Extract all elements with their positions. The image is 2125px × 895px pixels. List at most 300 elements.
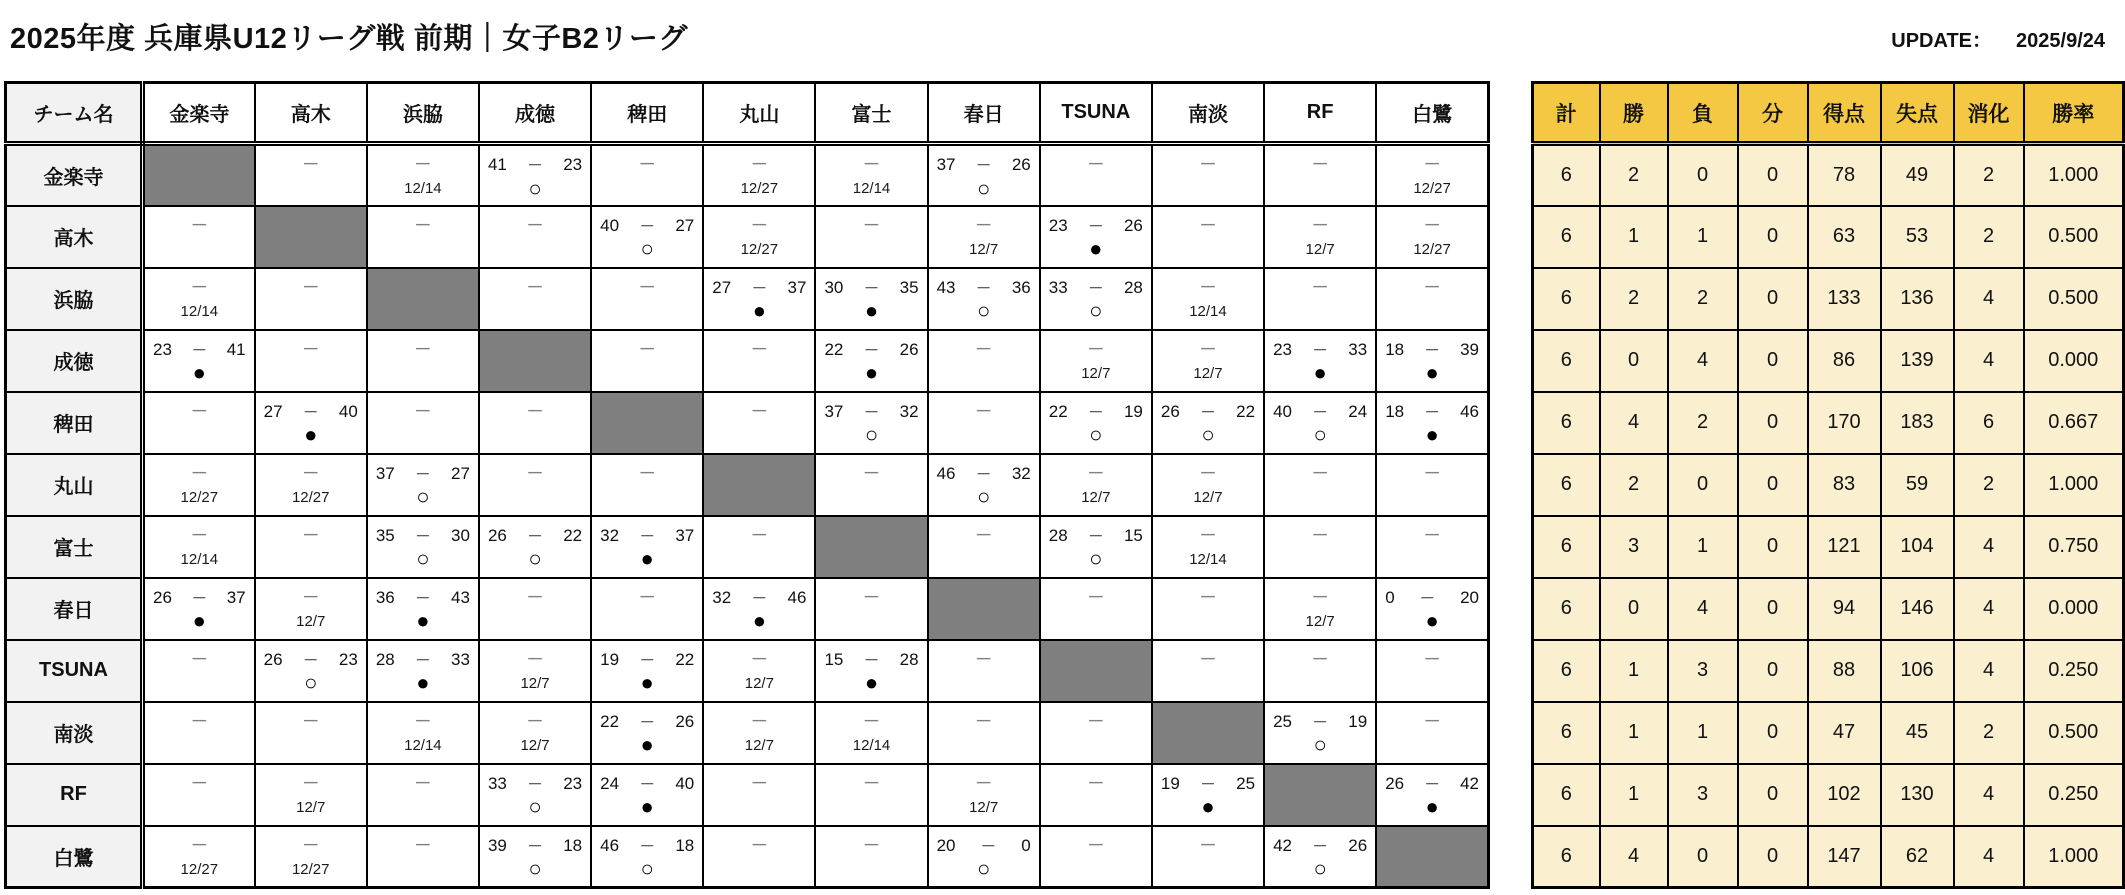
matrix-cell-none	[1376, 268, 1488, 330]
score-for: 33	[487, 773, 507, 793]
mark-line	[1265, 668, 1375, 699]
mark-line	[592, 544, 702, 575]
team-row-header: 高木	[6, 206, 143, 268]
matrix-cell-none	[815, 578, 927, 640]
dash: －	[190, 835, 208, 855]
dash: －	[863, 773, 881, 793]
mark-line	[256, 854, 366, 885]
stats-cell: 6	[1533, 268, 1600, 330]
mark-line	[368, 234, 478, 265]
stats-cell: 1	[1600, 206, 1668, 268]
mark-line	[929, 792, 1039, 823]
team-row-header: 南淡	[6, 702, 143, 764]
dash: －	[750, 649, 768, 669]
matrix-row	[6, 206, 1489, 268]
stats-cell: 88	[1808, 640, 1881, 702]
score-line	[1041, 517, 1151, 544]
matrix-cell-none	[255, 330, 367, 392]
stats-cell: 6	[1533, 144, 1600, 206]
stats-col-header: 得点	[1808, 83, 1881, 144]
mark-line	[145, 544, 254, 575]
dash-line	[145, 641, 254, 668]
score-against: 40	[675, 773, 695, 793]
mark-line	[256, 358, 366, 389]
dash: －	[1311, 525, 1329, 545]
standings-row	[1533, 268, 2124, 330]
matrix-cell-none	[1264, 144, 1376, 206]
score-separator: －	[1312, 403, 1328, 421]
stats-cell: 4	[1954, 826, 2024, 888]
matrix-row	[6, 764, 1489, 826]
stats-cell: 0.750	[2024, 516, 2124, 578]
mark-line	[368, 482, 478, 513]
matrix-cell-scheduled	[1040, 454, 1152, 516]
dash: －	[190, 463, 208, 483]
stats-cell: 121	[1808, 516, 1881, 578]
mark-line	[816, 296, 926, 327]
loss-mark-icon: ●	[304, 422, 318, 447]
score-line	[592, 765, 702, 792]
matrix-cell-scheduled	[1376, 206, 1488, 268]
matrix-cell-result	[591, 640, 703, 702]
matrix-cell-scheduled	[367, 702, 479, 764]
score-against: 33	[451, 649, 470, 669]
win-mark-icon: ○	[977, 856, 991, 881]
score-separator: －	[1424, 775, 1440, 793]
mark-line	[1265, 234, 1375, 265]
dash-line	[480, 579, 590, 606]
stats-cell: 4	[1954, 330, 2024, 392]
matrix-cell-result	[143, 578, 255, 640]
dash-line	[1265, 455, 1375, 482]
score-line	[816, 641, 926, 668]
loss-mark-icon: ●	[752, 298, 766, 323]
mark-line	[480, 173, 590, 204]
loss-mark-icon: ●	[864, 670, 879, 695]
stats-cell: 53	[1881, 206, 1954, 268]
mark-line	[929, 544, 1039, 575]
match-date: 12/7	[744, 736, 774, 754]
mark-line	[145, 358, 254, 389]
stats-cell: 1	[1668, 702, 1738, 764]
matrix-row	[6, 826, 1489, 888]
matrix-row	[6, 640, 1489, 702]
win-mark-icon: ○	[528, 546, 542, 571]
score-separator: －	[976, 279, 992, 297]
dash: －	[1423, 215, 1441, 235]
score-separator: －	[527, 775, 543, 793]
mark-line	[368, 173, 478, 204]
loss-mark-icon: ●	[1089, 236, 1103, 261]
mark-line	[1377, 544, 1487, 575]
dash: －	[750, 773, 768, 793]
score-line	[592, 207, 702, 234]
mark-line	[1377, 730, 1487, 761]
matrix-cell-none	[255, 516, 367, 578]
matrix-cell-scheduled	[255, 454, 367, 516]
mark-line	[1041, 173, 1151, 204]
dash: －	[1199, 215, 1217, 235]
matrix-cell-none	[1152, 578, 1264, 640]
matrix-cell-none	[703, 330, 815, 392]
stats-cell: 170	[1808, 392, 1881, 454]
matrix-cell-none	[479, 454, 591, 516]
score-line	[1377, 579, 1487, 606]
dash: －	[1199, 463, 1217, 483]
matrix-cell-none	[479, 392, 591, 454]
score-separator: －	[976, 465, 992, 483]
match-date: 12/7	[1081, 364, 1111, 382]
mark-line	[816, 792, 926, 823]
score-separator: －	[751, 279, 767, 297]
dash-line	[1265, 207, 1375, 234]
matrix-cell-result	[703, 268, 815, 330]
mark-line	[1041, 482, 1151, 513]
score-line	[1041, 207, 1151, 234]
score-line	[1153, 765, 1263, 792]
stats-cell: 0	[1738, 268, 1808, 330]
matrix-cell-none	[367, 392, 479, 454]
dash: －	[1423, 525, 1441, 545]
score-against: 23	[338, 649, 358, 669]
matrix-cell-result	[815, 392, 927, 454]
dash: －	[1311, 587, 1329, 607]
stats-cell: 4	[1600, 392, 1668, 454]
score-line	[816, 393, 926, 420]
match-date: 12/14	[180, 302, 219, 320]
score-against: 23	[563, 773, 583, 793]
loss-mark-icon: ●	[416, 670, 430, 695]
score-for: 27	[712, 277, 732, 297]
stats-col-header: 消化	[1954, 83, 2024, 144]
stats-col-header: 失点	[1881, 83, 1954, 144]
stats-cell: 1	[1668, 516, 1738, 578]
score-line	[368, 641, 478, 668]
matrix-cell-result	[1040, 206, 1152, 268]
matrix-cell-none	[591, 330, 703, 392]
mark-line	[368, 544, 478, 575]
mark-line	[256, 668, 366, 699]
matrix-cell-none	[255, 268, 367, 330]
score-line	[929, 827, 1039, 854]
score-line	[368, 455, 478, 482]
score-for: 22	[824, 339, 844, 359]
dash-line	[145, 517, 254, 544]
dash-line	[704, 827, 814, 854]
stats-cell: 1.000	[2024, 144, 2124, 206]
win-mark-icon: ○	[416, 484, 430, 509]
matrix-cell-none	[1152, 640, 1264, 702]
dash: －	[1199, 155, 1217, 174]
score-line	[1377, 765, 1487, 792]
dash: －	[975, 215, 993, 235]
matrix-cell-none	[815, 826, 927, 888]
score-against: 26	[1011, 155, 1031, 174]
matrix-cell-scheduled	[928, 764, 1040, 826]
matrix-cell-none	[1040, 826, 1152, 888]
dash-line	[704, 703, 814, 730]
standings-table	[1531, 81, 2125, 889]
dash: －	[526, 587, 544, 607]
crosstable-corner-header: チーム名	[6, 83, 143, 144]
matrix-row	[6, 454, 1489, 516]
score-line	[1377, 331, 1487, 358]
dash-line	[1153, 517, 1263, 544]
dash-line	[704, 207, 814, 234]
dash-line	[368, 703, 478, 730]
dash: －	[414, 711, 432, 731]
dash: －	[526, 401, 544, 421]
score-separator: －	[1312, 837, 1328, 855]
score-for: 18	[1385, 401, 1405, 421]
mark-line	[816, 358, 926, 389]
win-mark-icon: ○	[640, 856, 654, 881]
stats-cell: 0.667	[2024, 392, 2124, 454]
dash: －	[1087, 463, 1105, 483]
score-separator: －	[1419, 589, 1435, 607]
matrix-cell-none	[1152, 144, 1264, 206]
matrix-cell-none	[1376, 702, 1488, 764]
stats-cell: 83	[1808, 454, 1881, 516]
score-separator: －	[415, 589, 431, 607]
mark-line	[1041, 606, 1151, 637]
matrix-row	[6, 330, 1489, 392]
dash-line	[704, 393, 814, 420]
stats-cell: 106	[1881, 640, 1954, 702]
mark-line	[704, 544, 814, 575]
matrix-cell-result	[591, 516, 703, 578]
mark-line	[816, 173, 926, 204]
matrix-cell-result	[1376, 578, 1488, 640]
matrix-cell-none	[928, 392, 1040, 454]
matrix-cell-none	[703, 516, 815, 578]
score-separator: －	[527, 837, 543, 855]
matrix-cell-result	[1264, 392, 1376, 454]
mark-line	[1153, 234, 1263, 265]
score-separator: －	[751, 589, 767, 607]
mark-line	[1265, 544, 1375, 575]
score-separator: －	[415, 651, 431, 669]
mark-line	[256, 730, 366, 761]
dash-line	[1265, 517, 1375, 544]
score-separator: －	[303, 651, 319, 669]
dash-line	[816, 579, 926, 606]
score-line	[592, 517, 702, 544]
mark-line	[816, 420, 926, 451]
mark-line	[1041, 544, 1151, 575]
matrix-cell-result	[1376, 330, 1488, 392]
score-against: 26	[1123, 215, 1143, 235]
dash-line	[480, 207, 590, 234]
dash-line	[1153, 269, 1263, 296]
matrix-cell-none	[703, 392, 815, 454]
dash-line	[368, 146, 478, 173]
dash-line	[592, 269, 702, 296]
score-separator: －	[639, 775, 655, 793]
score-separator: －	[980, 837, 996, 855]
score-against: 23	[563, 155, 583, 174]
win-mark-icon: ○	[977, 175, 991, 201]
mark-line	[480, 544, 590, 575]
score-for: 37	[824, 401, 844, 421]
matrix-cell-result	[367, 578, 479, 640]
score-line	[1377, 393, 1487, 420]
dash: －	[526, 649, 544, 669]
matrix-cell-none	[367, 764, 479, 826]
score-separator: －	[1088, 403, 1104, 421]
stats-cell: 0	[1668, 144, 1738, 206]
stats-cell: 0	[1600, 330, 1668, 392]
match-date: 12/14	[1189, 550, 1227, 568]
results-crosstable	[4, 81, 1490, 889]
mark-line	[480, 482, 590, 513]
matrix-row	[6, 702, 1489, 764]
score-against: 32	[1011, 463, 1031, 483]
score-for: 46	[600, 835, 620, 855]
score-against: 22	[563, 525, 583, 545]
dash-line	[256, 331, 366, 358]
win-mark-icon: ○	[640, 236, 654, 261]
stats-cell: 0	[1738, 764, 1808, 826]
score-separator: －	[864, 651, 880, 669]
matrix-cell-result	[928, 144, 1040, 206]
dash: －	[863, 215, 881, 235]
matrix-cell-result	[255, 640, 367, 702]
mark-line	[368, 792, 478, 823]
team-col-header: 春日	[928, 83, 1040, 144]
score-against: 37	[226, 587, 246, 607]
stats-cell: 49	[1881, 144, 1954, 206]
stats-cell: 6	[1533, 702, 1600, 764]
mark-line	[480, 792, 590, 823]
score-separator: －	[527, 527, 543, 545]
dash-line	[1265, 641, 1375, 668]
dash: －	[638, 339, 656, 359]
mark-line	[368, 606, 478, 637]
mark-line	[145, 854, 254, 885]
dash: －	[302, 339, 320, 359]
score-for: 24	[600, 773, 620, 793]
dash: －	[863, 835, 881, 855]
matrix-cell-scheduled	[143, 454, 255, 516]
dash-line	[592, 455, 702, 482]
stats-cell: 0	[1738, 826, 1808, 888]
dash-line	[704, 331, 814, 358]
stats-cell: 94	[1808, 578, 1881, 640]
stats-cell: 2	[1668, 268, 1738, 330]
dash: －	[975, 401, 993, 421]
win-mark-icon: ○	[304, 670, 318, 695]
dash: －	[638, 155, 656, 174]
matrix-cell-result	[591, 826, 703, 888]
mark-line	[929, 854, 1039, 885]
mark-line	[256, 173, 366, 204]
match-date: 12/7	[520, 674, 550, 692]
loss-mark-icon: ●	[1425, 794, 1439, 819]
score-line	[480, 517, 590, 544]
dash-line	[816, 207, 926, 234]
mark-line	[592, 296, 702, 327]
matrix-cell-scheduled	[1152, 516, 1264, 578]
matrix-cell-none	[928, 330, 1040, 392]
mark-line	[704, 854, 814, 885]
win-mark-icon: ○	[528, 856, 542, 881]
dash: －	[750, 339, 768, 359]
mark-line	[480, 854, 590, 885]
dash-line	[1153, 331, 1263, 358]
dash-line	[480, 393, 590, 420]
matrix-cell-none	[367, 826, 479, 888]
dash: －	[1423, 463, 1441, 483]
mark-line	[145, 420, 254, 451]
dash-line	[1041, 827, 1151, 854]
stats-cell: 0	[1738, 330, 1808, 392]
stats-cell: 2	[1668, 392, 1738, 454]
dash: －	[190, 773, 208, 793]
matrix-cell-none	[1264, 640, 1376, 702]
matrix-cell-none	[591, 454, 703, 516]
mark-line	[1041, 730, 1151, 761]
mark-line	[368, 358, 478, 389]
stats-cell: 1.000	[2024, 826, 2124, 888]
matrix-cell-self	[928, 578, 1040, 640]
stats-cell: 6	[1533, 454, 1600, 516]
mark-line	[1265, 358, 1375, 389]
score-against: 37	[787, 277, 807, 297]
mark-line	[480, 730, 590, 761]
matrix-cell-none	[1376, 516, 1488, 578]
dash-line	[480, 269, 590, 296]
dash: －	[190, 711, 208, 731]
dash: －	[975, 711, 993, 731]
mark-line	[256, 482, 366, 513]
loss-mark-icon: ●	[640, 794, 654, 819]
matrix-cell-scheduled	[1264, 206, 1376, 268]
matrix-row	[6, 392, 1489, 454]
score-against: 33	[1348, 339, 1368, 359]
score-against: 28	[1123, 277, 1143, 297]
dash: －	[1311, 463, 1329, 483]
mark-line	[592, 173, 702, 204]
mark-line	[929, 668, 1039, 699]
score-for: 28	[1048, 525, 1068, 545]
stats-cell: 146	[1881, 578, 1954, 640]
stats-cell: 4	[1600, 826, 1668, 888]
stats-cell: 1	[1600, 702, 1668, 764]
team-col-header: 成徳	[479, 83, 591, 144]
score-for: 37	[375, 463, 395, 483]
dash: －	[1087, 711, 1105, 731]
mark-line	[256, 544, 366, 575]
matrix-cell-scheduled	[815, 144, 927, 206]
mark-line	[145, 296, 254, 327]
team-row-header: TSUNA	[6, 640, 143, 702]
stats-cell: 2	[1600, 454, 1668, 516]
score-against: 26	[675, 711, 695, 731]
score-line	[929, 269, 1039, 296]
match-date: 12/14	[404, 736, 442, 754]
score-line	[145, 579, 254, 606]
dash: －	[750, 711, 768, 731]
mark-line	[1153, 296, 1263, 327]
dash: －	[638, 587, 656, 607]
matrix-cell-none	[703, 764, 815, 826]
win-mark-icon: ○	[528, 175, 542, 201]
score-against: 15	[1123, 525, 1143, 545]
mark-line	[929, 358, 1039, 389]
score-line	[704, 579, 814, 606]
dash-line	[1153, 579, 1263, 606]
